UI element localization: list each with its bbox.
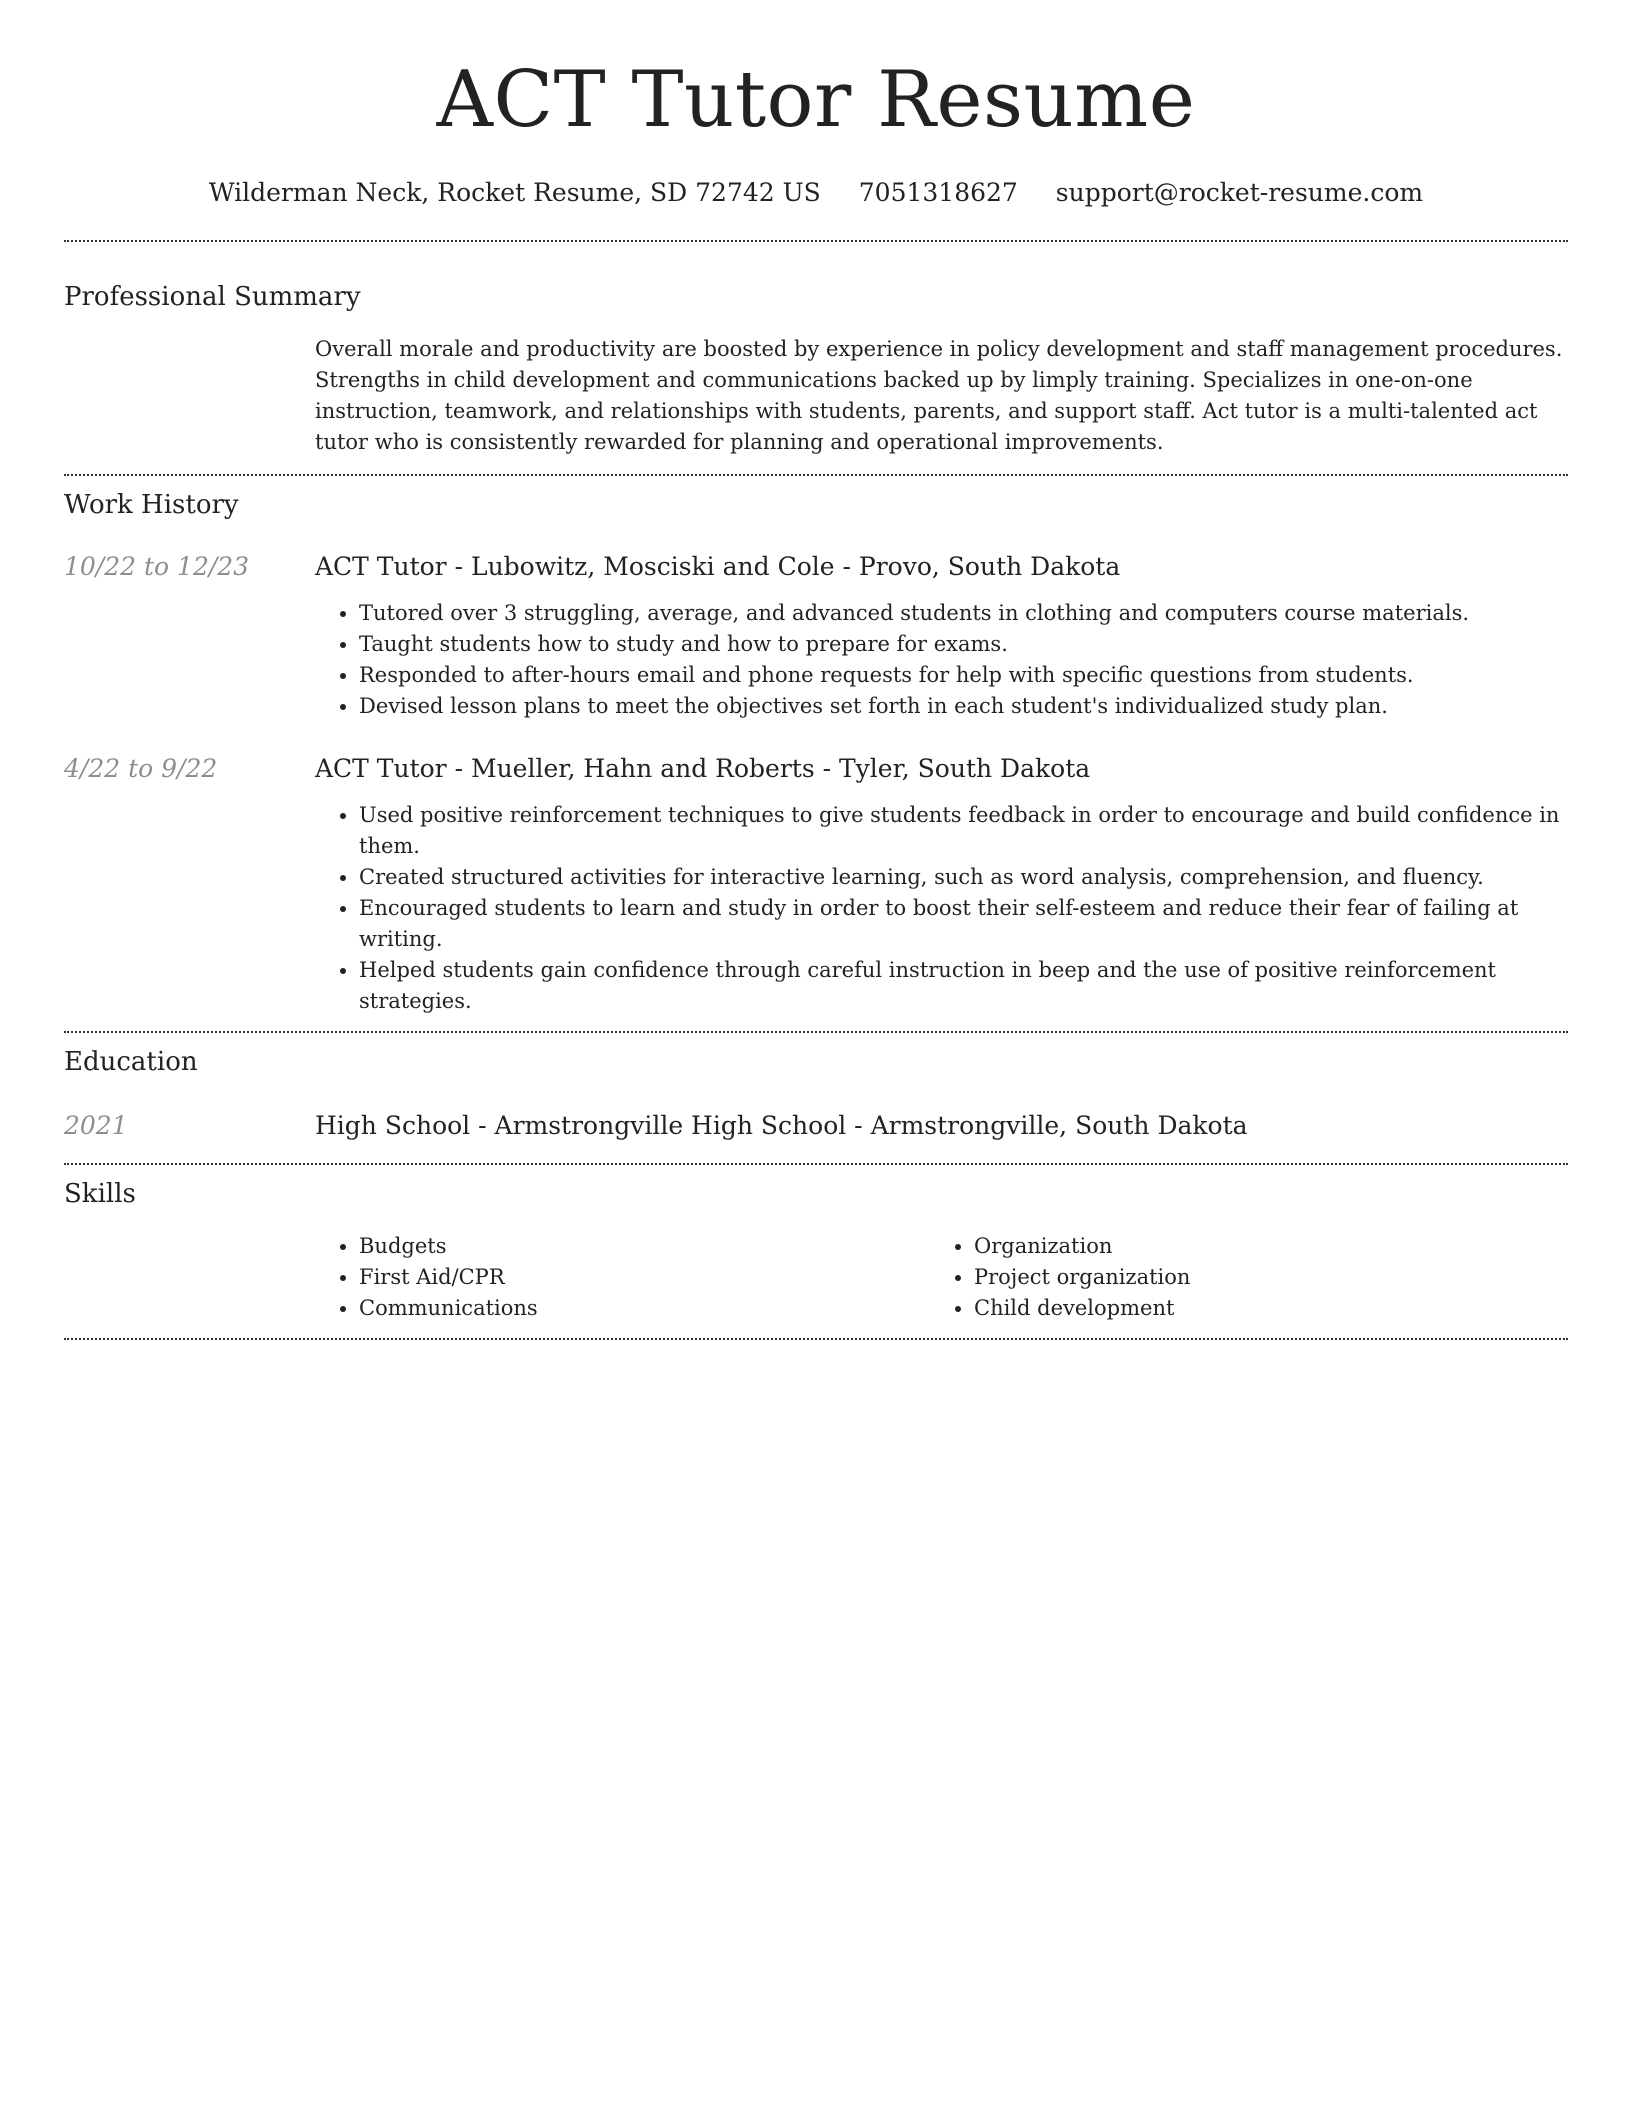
contact-address: Wilderman Neck, Rocket Resume, SD 72742 US: [208, 178, 821, 207]
education-entry: [64, 1109, 1568, 1163]
job-bullet: • Created structured activities for interactive learning, such as word analysis, comprehension, and fluency.: [359, 862, 1568, 893]
job-bullet: • Tutored over 3 struggling, average, and advanced students in clothing and computers course materials.: [359, 598, 1568, 629]
job-entry: [64, 550, 1568, 722]
skill-item: • Budgets: [359, 1231, 930, 1262]
job-bullet: • Taught students how to study and how to prepare for exams.: [359, 629, 1568, 660]
skill-item: • Child development: [974, 1293, 1545, 1324]
job-body: [315, 752, 1568, 1017]
job-bullets: [315, 800, 1568, 1017]
job-heading: ACT Tutor - Lubowitz, Mosciski and Cole - Provo, South Dakota: [315, 552, 1121, 581]
job-body: [315, 550, 1568, 722]
professional-summary-section: [64, 242, 1568, 474]
job-heading: ACT Tutor - Mueller, Hahn and Roberts - Tyler, South Dakota: [315, 754, 1091, 783]
skills-column-left: [315, 1231, 930, 1324]
job-dates: 4/22 to 9/22: [64, 754, 218, 783]
section-title-summary: Professional Summary: [64, 282, 361, 312]
education-heading: High School - Armstrongville High School - Armstrongville, South Dakota: [315, 1111, 1248, 1140]
education-year: 2021: [64, 1111, 128, 1140]
skill-item: • Organization: [974, 1231, 1545, 1262]
job-bullet: • Responded to after-hours email and phone requests for help with specific questions from students.: [359, 660, 1568, 691]
section-title-skills: Skills: [64, 1179, 136, 1209]
job-bullet: • Encouraged students to learn and study in order to boost their self-esteem and reduce their fear of failing at writing.: [359, 893, 1568, 955]
contact-phone: 7051318627: [858, 178, 1018, 207]
job-entry: [64, 752, 1568, 1017]
job-bullets: [315, 598, 1568, 722]
summary-text: Overall morale and productivity are boosted by experience in policy development and staff management procedures. Strengths in child development and communications backed up by limply training. Specializes in one-on-one instruction, teamwork, and relationships with students, parents, and support staff. Act tutor is a multi-talented act tutor who is consistently rewarded for planning and operational improvements.: [315, 337, 1563, 454]
section-title-work-history: Work History: [64, 490, 239, 520]
skill-item: • Communications: [359, 1293, 930, 1324]
resume-header: [64, 0, 1568, 210]
skills-columns: [315, 1231, 1568, 1338]
skill-item: • First Aid/CPR: [359, 1262, 930, 1293]
job-dates: 10/22 to 12/23: [64, 552, 250, 581]
divider: [64, 1338, 1568, 1340]
skills-column-right: [930, 1231, 1545, 1324]
job-bullet: • Helped students gain confidence through careful instruction in beep and the use of positive reinforcement strategies.: [359, 955, 1568, 1017]
skills-section: [64, 1165, 1568, 1338]
contact-line: [64, 176, 1568, 210]
education-section: [64, 1033, 1568, 1163]
contact-email: support@rocket-resume.com: [1055, 178, 1424, 207]
skill-item: • Project organization: [974, 1262, 1545, 1293]
job-bullet: • Used positive reinforcement techniques to give students feedback in order to encourage and build confidence in them.: [359, 800, 1568, 862]
skills-list: [930, 1231, 1545, 1324]
skills-list: [315, 1231, 930, 1324]
job-bullet: • Devised lesson plans to meet the objectives set forth in each student's individualized study plan.: [359, 691, 1568, 722]
section-title-education: Education: [64, 1047, 198, 1077]
education-body: [315, 1109, 1568, 1143]
resume-title: ACT Tutor Resume: [436, 55, 1196, 145]
work-history-section: [64, 476, 1568, 1031]
